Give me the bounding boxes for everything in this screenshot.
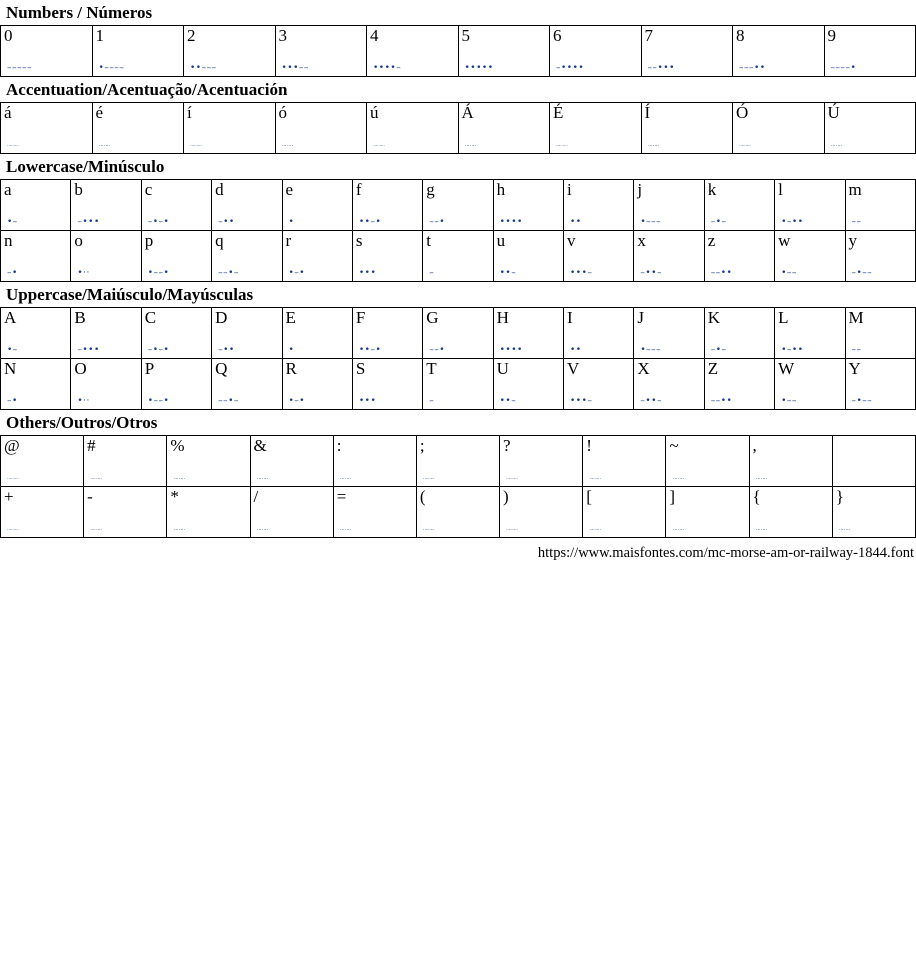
- glyph-character: t: [426, 231, 431, 250]
- glyph-morse-sample: ·–·–·: [256, 476, 269, 482]
- glyph-morse-sample: ·–·–·: [281, 143, 294, 149]
- glyph-character: ): [503, 487, 509, 506]
- glyph-cell: [212, 308, 282, 359]
- glyph-morse-sample: •–••: [781, 345, 804, 355]
- glyph-morse-sample: •–: [7, 217, 18, 227]
- glyph-morse-sample: ·–·–·: [556, 143, 569, 149]
- glyph-morse-sample: ·–·–·: [739, 143, 752, 149]
- glyph-cell: [550, 26, 642, 77]
- glyph-cell: [423, 308, 493, 359]
- glyph-character: G: [426, 308, 439, 327]
- glyph-morse-sample: ••–: [499, 268, 517, 278]
- glyph-cell: [845, 180, 916, 231]
- glyph-morse-sample: ·–·–·: [830, 143, 843, 149]
- glyph-character: f: [355, 180, 362, 199]
- glyph-cell: [704, 231, 774, 282]
- glyph-cell: [666, 436, 749, 487]
- glyph-cell: [92, 103, 184, 154]
- glyph-cell: [634, 180, 704, 231]
- glyph-character: L: [778, 308, 789, 327]
- glyph-cell: [416, 436, 499, 487]
- glyph-cell: [824, 26, 916, 77]
- glyph-morse-sample: •: [288, 345, 295, 355]
- glyph-cell: [634, 231, 704, 282]
- glyph-cell: [775, 231, 845, 282]
- glyph-cell: [212, 359, 282, 410]
- glyph-morse-sample: •–––: [640, 217, 662, 227]
- glyph-character: Z: [707, 359, 719, 378]
- glyph-morse-sample: ·–·–·: [422, 476, 436, 482]
- glyph-character: 8: [736, 26, 745, 45]
- glyph-cell: [775, 180, 845, 231]
- glyph-cell: [282, 231, 352, 282]
- glyph-morse-sample: ••–•: [358, 345, 382, 355]
- glyph-row: [1, 308, 916, 359]
- glyph-cell: [704, 308, 774, 359]
- glyph-morse-sample: •••: [358, 268, 377, 278]
- glyph-character: N: [4, 359, 17, 378]
- glyph-cell: [500, 487, 583, 538]
- glyph-cell: [583, 436, 666, 487]
- glyph-cell: [416, 487, 499, 538]
- glyph-character: s: [355, 231, 363, 250]
- glyph-morse-sample: •––: [781, 396, 797, 406]
- glyph-cell: [71, 231, 141, 282]
- glyph-cell: [250, 436, 333, 487]
- glyph-cell: [500, 436, 583, 487]
- glyph-character: O: [74, 359, 87, 378]
- glyph-morse-sample: ••–––: [190, 63, 217, 73]
- section-title-uppercase: Uppercase/Maiúsculo/Mayúsculas: [6, 285, 254, 304]
- glyph-morse-sample: ••••: [499, 217, 523, 227]
- glyph-morse-sample: ·–·–·: [7, 143, 20, 149]
- glyph-character: 0: [4, 26, 13, 45]
- glyph-cell: [141, 180, 211, 231]
- glyph-cell-empty: [832, 436, 915, 487]
- glyph-cell: [749, 487, 832, 538]
- glyph-morse-sample: ·–·–·: [7, 527, 20, 533]
- glyph-cell: [493, 180, 563, 231]
- glyph-character: q: [215, 231, 224, 250]
- glyph-cell: [550, 103, 642, 154]
- glyph-character: á: [4, 103, 12, 122]
- glyph-character: R: [285, 359, 297, 378]
- glyph-cell: [1, 436, 84, 487]
- glyph-morse-sample: ·–·–·: [98, 143, 111, 149]
- glyph-morse-sample: ·–·–·: [589, 527, 602, 533]
- glyph-morse-sample: ••–: [499, 396, 517, 406]
- glyph-cell: [282, 359, 352, 410]
- glyph-cell: [1, 359, 71, 410]
- glyph-cell: [733, 103, 825, 154]
- section-title-accentuation: Accentuation/Acentuação/Acentuación: [6, 80, 288, 99]
- glyph-morse-sample: –•••: [77, 217, 100, 227]
- glyph-morse-sample: ••: [570, 345, 582, 355]
- glyph-cell: [458, 103, 550, 154]
- glyph-character: C: [144, 308, 157, 327]
- glyph-character: H: [496, 308, 509, 327]
- glyph-cell: [493, 359, 563, 410]
- glyph-character: +: [4, 487, 14, 506]
- glyph-morse-sample: –•: [7, 268, 18, 278]
- glyph-table-others: [0, 435, 916, 538]
- glyph-morse-sample: –: [429, 396, 435, 406]
- glyph-character: d: [215, 180, 224, 199]
- glyph-character: ?: [503, 436, 511, 455]
- glyph-cell: [641, 103, 733, 154]
- glyph-row: [1, 26, 916, 77]
- glyph-character: r: [285, 231, 292, 250]
- glyph-cell: [352, 308, 422, 359]
- glyph-morse-sample: •: [288, 217, 295, 227]
- glyph-morse-sample: ––––•: [830, 63, 857, 73]
- glyph-cell: [564, 359, 634, 410]
- glyph-character: D: [215, 308, 228, 327]
- glyph-cell: [167, 487, 250, 538]
- glyph-morse-sample: ––••: [710, 396, 733, 406]
- glyph-morse-sample: •··: [77, 268, 90, 278]
- glyph-character: ]: [669, 487, 676, 506]
- glyph-cell: [749, 436, 832, 487]
- glyph-character: 5: [461, 26, 470, 45]
- glyph-character: x: [637, 231, 646, 250]
- glyph-morse-sample: •••––: [281, 63, 309, 73]
- glyph-morse-sample: ·–·–·: [422, 527, 436, 533]
- glyph-character: U: [496, 359, 509, 378]
- glyph-character: ~: [669, 436, 679, 455]
- glyph-cell: [71, 359, 141, 410]
- glyph-cell: [282, 180, 352, 231]
- glyph-morse-sample: ––•••: [647, 63, 675, 73]
- glyph-morse-sample: ––•: [429, 345, 446, 355]
- glyph-character: o: [74, 231, 83, 250]
- glyph-cell: [282, 308, 352, 359]
- glyph-character: i: [567, 180, 572, 199]
- glyph-morse-sample: –•••: [77, 345, 100, 355]
- glyph-cell: [141, 231, 211, 282]
- glyph-character: Q: [215, 359, 228, 378]
- glyph-cell: [423, 359, 493, 410]
- glyph-row: [1, 103, 916, 154]
- glyph-character: S: [355, 359, 366, 378]
- glyph-table-lowercase: [0, 179, 916, 282]
- glyph-morse-sample: ·–·–·: [90, 476, 103, 482]
- glyph-character: m: [848, 180, 862, 199]
- glyph-morse-sample: ••–•: [358, 217, 382, 227]
- glyph-cell: [493, 308, 563, 359]
- glyph-cell: [564, 231, 634, 282]
- glyph-table-numbers: [0, 25, 916, 77]
- glyph-cell: [275, 26, 367, 77]
- glyph-morse-sample: ––•: [429, 217, 446, 227]
- glyph-character: 9: [827, 26, 836, 45]
- glyph-morse-sample: ·–·–·: [838, 527, 851, 533]
- glyph-morse-sample: •–•: [288, 268, 306, 278]
- glyph-character: 6: [553, 26, 562, 45]
- glyph-character: Í: [644, 103, 651, 122]
- glyph-character: ú: [370, 103, 379, 122]
- glyph-morse-sample: ·–·–·: [647, 143, 660, 149]
- glyph-morse-sample: ·–·–·: [755, 527, 768, 533]
- glyph-cell: [184, 26, 276, 77]
- glyph-character: Á: [461, 103, 474, 122]
- glyph-character: ,: [752, 436, 757, 455]
- glyph-cell: [1, 103, 93, 154]
- glyph-character: a: [4, 180, 12, 199]
- glyph-morse-sample: ·–·–·: [339, 527, 352, 533]
- glyph-character: ;: [419, 436, 425, 455]
- glyph-cell: [775, 359, 845, 410]
- glyph-morse-sample: •••: [358, 396, 377, 406]
- glyph-cell: [367, 26, 459, 77]
- glyph-morse-sample: –••: [218, 345, 235, 355]
- glyph-cell: [84, 436, 167, 487]
- glyph-cell: [583, 487, 666, 538]
- glyph-character: 4: [370, 26, 379, 45]
- glyph-morse-sample: ·–·–·: [90, 527, 103, 533]
- glyph-morse-sample: ·–·–·: [589, 476, 602, 482]
- glyph-character: @: [4, 436, 20, 455]
- glyph-morse-sample: •••–: [570, 268, 593, 278]
- glyph-cell: [704, 359, 774, 410]
- glyph-morse-sample: •··: [77, 396, 90, 406]
- glyph-morse-sample: ·–·–·: [373, 143, 386, 149]
- glyph-cell: [367, 103, 459, 154]
- glyph-cell: [733, 26, 825, 77]
- glyph-character: }: [835, 487, 844, 506]
- glyph-cell: [1, 26, 93, 77]
- glyph-character: ó: [278, 103, 287, 122]
- glyph-character: 2: [187, 26, 196, 45]
- glyph-morse-sample: –•––: [851, 396, 873, 406]
- glyph-cell: [845, 308, 916, 359]
- glyph-morse-sample: –••–: [640, 396, 662, 406]
- glyph-character: *: [170, 487, 179, 506]
- glyph-row: [1, 180, 916, 231]
- glyph-character: y: [848, 231, 857, 250]
- glyph-morse-sample: ·–·–·: [190, 143, 203, 149]
- glyph-morse-sample: •–––: [640, 345, 662, 355]
- glyph-morse-sample: ––•–: [218, 268, 239, 278]
- glyph-morse-sample: –•–•: [147, 217, 170, 227]
- glyph-morse-sample: •–•: [288, 396, 306, 406]
- glyph-morse-sample: •––: [781, 268, 797, 278]
- glyph-morse-sample: ·–·–·: [173, 527, 186, 533]
- glyph-cell: [1, 180, 71, 231]
- glyph-morse-sample: ·–·–·: [7, 476, 20, 482]
- glyph-character: v: [567, 231, 576, 250]
- glyph-cell: [333, 436, 416, 487]
- glyph-morse-sample: ••: [570, 217, 582, 227]
- glyph-morse-sample: ––: [851, 217, 862, 227]
- glyph-cell: [84, 487, 167, 538]
- glyph-cell: [845, 359, 916, 410]
- glyph-cell: [775, 308, 845, 359]
- glyph-morse-sample: •––•: [147, 396, 170, 406]
- glyph-morse-sample: •–: [7, 345, 18, 355]
- glyph-character: B: [74, 308, 86, 327]
- glyph-cell: [832, 487, 915, 538]
- glyph-character: h: [496, 180, 506, 199]
- glyph-character: l: [778, 180, 783, 199]
- glyph-morse-sample: –•–: [710, 345, 727, 355]
- section-title-lowercase: Lowercase/Minúsculo: [6, 157, 165, 176]
- source-url[interactable]: https://www.maisfontes.com/mc-morse-am-or-railway-1844.font: [537, 545, 914, 561]
- glyph-character: 7: [644, 26, 653, 45]
- glyph-character: T: [426, 359, 437, 378]
- glyph-morse-sample: –••: [218, 217, 235, 227]
- glyph-cell: [641, 26, 733, 77]
- glyph-character: (: [419, 487, 426, 506]
- glyph-cell: [352, 231, 422, 282]
- glyph-character: b: [74, 180, 83, 199]
- glyph-morse-sample: •••••: [464, 63, 494, 73]
- glyph-character: &: [253, 436, 267, 455]
- glyph-cell: [352, 359, 422, 410]
- glyph-row: [1, 231, 916, 282]
- glyph-character: w: [778, 231, 791, 250]
- glyph-morse-sample: ·–·–·: [755, 476, 768, 482]
- glyph-cell: [141, 359, 211, 410]
- glyph-morse-sample: ·–·–·: [173, 476, 186, 482]
- section-title-numbers: Numbers / Números: [6, 3, 153, 22]
- glyph-character: :: [336, 436, 342, 455]
- glyph-character: [: [586, 487, 592, 506]
- glyph-cell: [1, 231, 71, 282]
- glyph-cell: [824, 103, 916, 154]
- glyph-morse-sample: ·–·–·: [256, 527, 269, 533]
- glyph-morse-sample: ·–·–·: [672, 476, 685, 482]
- glyph-morse-sample: ·–·–·: [672, 527, 685, 533]
- glyph-row: [1, 436, 916, 487]
- glyph-character: A: [4, 308, 17, 327]
- glyph-character: %: [170, 436, 185, 455]
- glyph-character: É: [553, 103, 564, 122]
- glyph-morse-sample: ·–·–·: [506, 476, 519, 482]
- glyph-table-uppercase: [0, 307, 916, 410]
- glyph-cell: [704, 180, 774, 231]
- glyph-cell: [275, 103, 367, 154]
- glyph-cell: [564, 308, 634, 359]
- glyph-cell: [212, 180, 282, 231]
- glyph-morse-sample: ––•–: [218, 396, 239, 406]
- glyph-cell: [250, 487, 333, 538]
- glyph-morse-sample: ·–·–·: [464, 143, 477, 149]
- glyph-morse-sample: •••–: [570, 396, 593, 406]
- glyph-morse-sample: –––••: [739, 63, 766, 73]
- glyph-character: j: [637, 180, 643, 199]
- glyph-morse-sample: ••••: [499, 345, 523, 355]
- glyph-morse-sample: –•–•: [147, 345, 170, 355]
- glyph-morse-sample: ·–·–·: [506, 527, 519, 533]
- glyph-morse-sample: –•: [7, 396, 18, 406]
- glyph-character: e: [285, 180, 294, 199]
- glyph-morse-sample: ––••: [710, 268, 733, 278]
- glyph-cell: [212, 231, 282, 282]
- glyph-morse-sample: –••–: [640, 268, 662, 278]
- glyph-character: c: [144, 180, 153, 199]
- glyph-cell: [634, 359, 704, 410]
- glyph-cell: [493, 231, 563, 282]
- glyph-character: J: [637, 308, 644, 327]
- glyph-character: 1: [95, 26, 104, 45]
- glyph-character: M: [848, 308, 864, 327]
- glyph-cell: [1, 487, 84, 538]
- glyph-character: 3: [278, 26, 287, 45]
- glyph-character: I: [567, 308, 573, 327]
- glyph-character: W: [778, 359, 795, 378]
- glyph-row: [1, 487, 916, 538]
- glyph-morse-sample: ••••–: [373, 63, 402, 73]
- glyph-character: V: [567, 359, 580, 378]
- glyph-table-accentuation: [0, 102, 916, 154]
- glyph-character: =: [336, 487, 347, 506]
- glyph-cell: [564, 180, 634, 231]
- section-title-others: Others/Outros/Otros: [6, 413, 158, 432]
- glyph-row: [1, 359, 916, 410]
- glyph-morse-sample: –••••: [556, 63, 585, 73]
- glyph-character: í: [187, 103, 192, 122]
- glyph-character: é: [95, 103, 104, 122]
- glyph-cell: [1, 308, 71, 359]
- glyph-cell: [333, 487, 416, 538]
- glyph-character: K: [707, 308, 721, 327]
- glyph-cell: [167, 436, 250, 487]
- glyph-cell: [71, 308, 141, 359]
- glyph-character: Y: [848, 359, 861, 378]
- glyph-character: !: [586, 436, 592, 455]
- glyph-character: {: [752, 487, 761, 506]
- glyph-character: #: [87, 436, 96, 455]
- glyph-character: n: [4, 231, 13, 250]
- glyph-morse-sample: •––•: [147, 268, 170, 278]
- glyph-character: z: [707, 231, 716, 250]
- glyph-character: P: [144, 359, 155, 378]
- glyph-cell: [423, 231, 493, 282]
- glyph-character: E: [285, 308, 296, 327]
- glyph-character: -: [87, 487, 93, 506]
- glyph-cell: [92, 26, 184, 77]
- glyph-character: g: [426, 180, 435, 199]
- glyph-cell: [352, 180, 422, 231]
- glyph-cell: [845, 231, 916, 282]
- glyph-morse-sample: ––: [851, 345, 862, 355]
- glyph-character: Ú: [827, 103, 840, 122]
- glyph-morse-sample: –––––: [7, 63, 32, 73]
- glyph-cell: [184, 103, 276, 154]
- glyph-morse-sample: ·–·–·: [339, 476, 352, 482]
- glyph-character: X: [637, 359, 650, 378]
- glyph-morse-sample: •––––: [98, 63, 125, 73]
- glyph-morse-sample: •–••: [781, 217, 804, 227]
- glyph-morse-sample: –•––: [851, 268, 873, 278]
- glyph-cell: [141, 308, 211, 359]
- glyph-cell: [634, 308, 704, 359]
- glyph-character: p: [144, 231, 154, 250]
- glyph-character: k: [707, 180, 717, 199]
- glyph-cell: [458, 26, 550, 77]
- glyph-character: F: [355, 308, 366, 327]
- glyph-character: u: [496, 231, 506, 250]
- glyph-character: /: [253, 487, 259, 506]
- glyph-morse-sample: –•–: [710, 217, 727, 227]
- glyph-cell: [423, 180, 493, 231]
- glyph-cell: [666, 487, 749, 538]
- glyph-cell: [71, 180, 141, 231]
- glyph-morse-sample: –: [429, 268, 435, 278]
- glyph-character: Ó: [736, 103, 749, 122]
